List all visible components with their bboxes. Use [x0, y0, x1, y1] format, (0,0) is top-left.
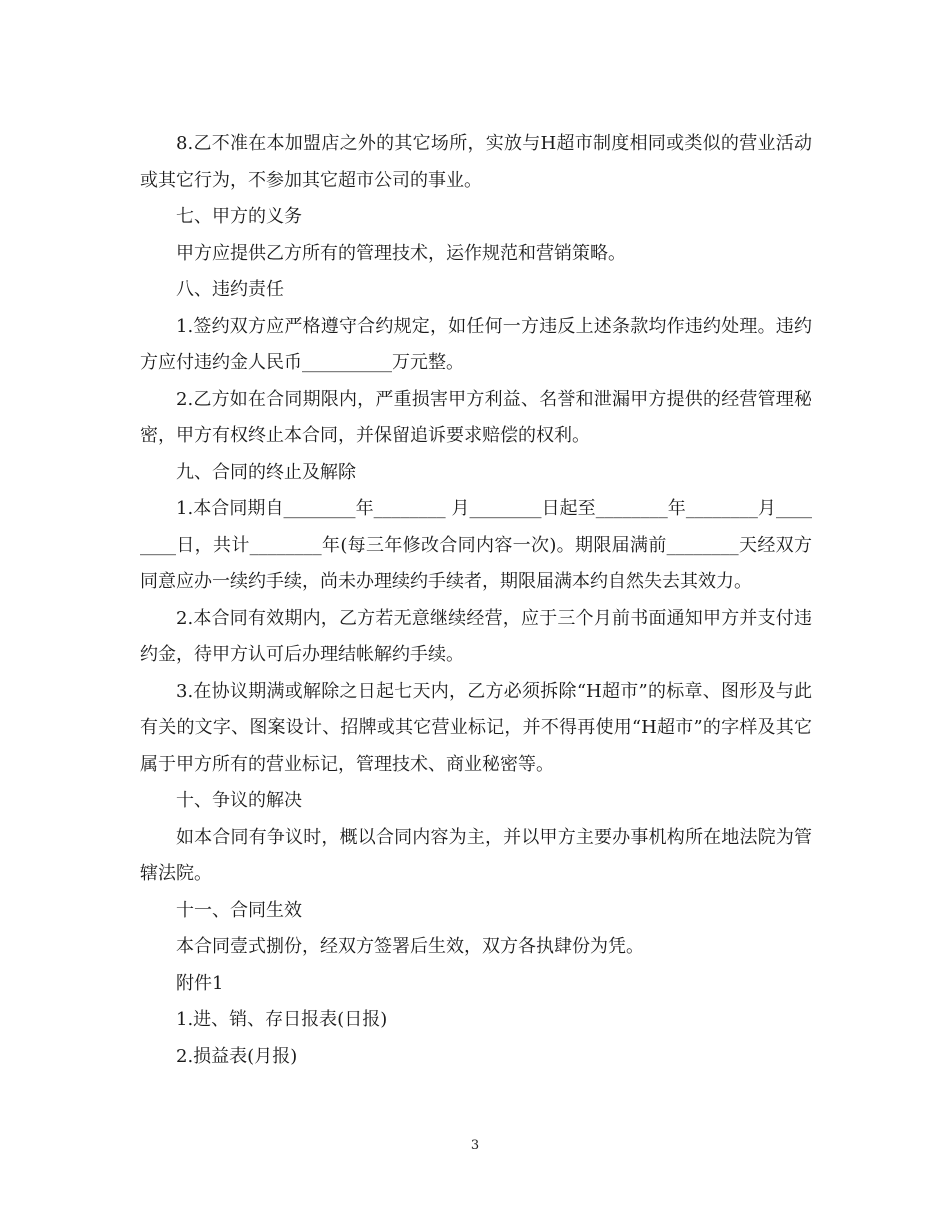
- clause-paragraph: 1.签约双方应严格遵守合约规定，如任何一方违反上述条款均作违约处理。违约方应付违约金人民币__________万元整。: [140, 315, 812, 373]
- page-number: 3: [470, 1138, 480, 1153]
- section-heading: 九、合同的终止及解除: [176, 461, 356, 483]
- clause-paragraph: 如本合同有争议时，概以合同内容为主，并以甲方主要办事机构所在地法院为管辖法院。: [140, 826, 812, 884]
- clause-paragraph: 2.乙方如在合同期限内，严重损害甲方利益、名誉和泄漏甲方提供的经营管理秘密，甲方有权终止本合同，并保留追诉要求赔偿的权利。: [140, 388, 812, 446]
- clause-paragraph: 8.乙不准在本加盟店之外的其它场所，实放与H超市制度相同或类似的营业活动或其它行为，不参加其它超市公司的事业。: [140, 133, 812, 191]
- section-heading: 八、违约责任: [176, 279, 284, 300]
- clause-paragraph: 2.本合同有效期内，乙方若无意继续经营，应于三个月前书面通知甲方并支付违约金，待甲方认可后办理结帐解约手续。: [140, 607, 812, 665]
- attachment-item: 2.损益表(月报): [176, 1045, 298, 1067]
- clause-paragraph: 甲方应提供乙方所有的管理技术，运作规范和营销策略。: [176, 242, 626, 264]
- clause-paragraph: 本合同壹式捌份，经双方签署后生效，双方各执肆份为凭。: [176, 936, 644, 957]
- section-heading: 十、争议的解决: [176, 790, 302, 811]
- clause-paragraph: 3.在协议期满或解除之日起七天内，乙方必须拆除“H超市”的标章、图形及与此有关的文字、图案设计、招牌或其它营业标记，并不得再使用“H超市”的字样及其它属于甲方所有的营业标记，管理技术、商业秘密等。: [140, 680, 812, 775]
- section-heading: 十一、合同生效: [176, 899, 302, 921]
- attachment-heading: 附件1: [176, 972, 224, 994]
- section-heading: 七、甲方的义务: [176, 206, 302, 227]
- clause-paragraph: 1.本合同期自________年________ 月________日起至________年________月________日，共计________年(每三年修改合同内容一次)。期限届满前________天经双方同意应办一续约手续，尚未办理续约手续者，期限届满本约自然失去其效力。: [140, 498, 812, 592]
- attachment-item: 1.进、销、存日报表(日报): [176, 1009, 388, 1030]
- document-body: [140, 126, 812, 1075]
